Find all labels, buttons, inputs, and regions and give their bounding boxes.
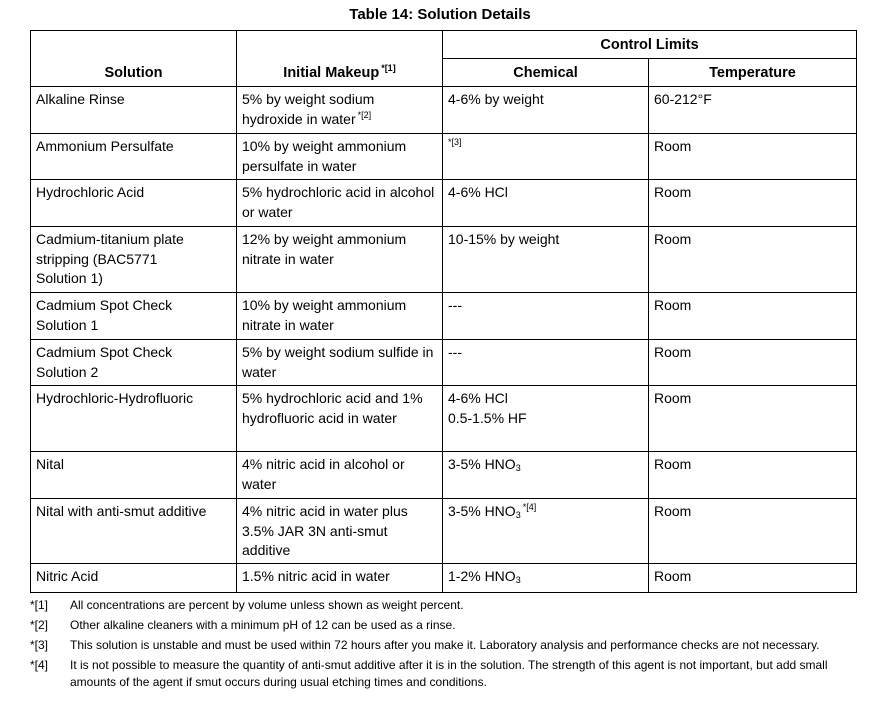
cell-solution: Nitric Acid [31,564,237,593]
cell-temperature: Room [649,340,857,386]
cell-chemical: 4-6% HCl [443,180,649,227]
table-row [31,293,857,340]
table-row [31,386,857,452]
footnote [30,617,856,634]
cell-chemical: 4-6% HCl 0.5-1.5% HF [443,386,649,452]
footnote [30,597,856,614]
header-initial-makeup-note: *[1] [381,63,396,73]
footnote-ref: *[3] [448,137,462,147]
cell-chemical: 10-15% by weight [443,227,649,293]
footnote-ref: *[2] [357,109,372,120]
cell-solution: Nital [31,452,237,499]
cell-solution: Cadmium Spot Check Solution 1 [31,293,237,340]
cell-temperature: Room [649,227,857,293]
footnote-text: Other alkaline cleaners with a minimum pH of 12 can be used as a rinse. [70,618,456,632]
cell-chemical: 1-2% $HNO_3$ [443,564,649,593]
footnote [30,657,856,691]
cell-temperature: Room [649,293,857,340]
header-initial-makeup: Initial Makeup $^{*[1]}$ [237,31,443,87]
solution-details-table [30,30,857,593]
header-chemical: Chemical [443,59,649,87]
cell-solution: Alkaline Rinse [31,87,237,134]
cell-makeup: 10% by weight ammonium persulfate in water [237,134,443,180]
footnote-mark: *[4] [30,658,49,672]
footnote-mark: *[2] [30,618,49,632]
header-solution: Solution [31,31,237,87]
table-row [31,134,857,180]
cell-temperature: Room [649,134,857,180]
cell-temperature: Room [649,564,857,593]
cell-makeup: 5% by weight sodium sulfide in water [237,340,443,386]
cell-chemical: --- [443,293,649,340]
table-title: Table 14: Solution Details [349,6,531,23]
cell-makeup: 12% by weight ammonium nitrate in water [237,227,443,293]
cell-solution: Cadmium Spot Check Solution 2 [31,340,237,386]
cell-solution: Cadmium-titanium plate stripping (BAC5771 Solution 1) [31,227,237,293]
table-row [31,180,857,227]
cell-solution: Ammonium Persulfate [31,134,237,180]
footnotes [30,597,856,694]
cell-temperature: Room [649,499,857,564]
cell-solution: Nital with anti-smut additive [31,499,237,564]
footnote-mark: *[1] [30,598,49,612]
footnote [30,637,856,654]
cell-chemical: 4-6% by weight [443,87,649,134]
cell-temperature: Room [649,386,857,452]
footnote-text: It is not possible to measure the quantity of anti-smut additive after it is in the solution. The strength of this agent is not important, but add small amounts of the agent if smut occurs during usual etching times and conditions. [70,658,828,689]
cell-temperature: Room [649,452,857,499]
cell-makeup: 10% by weight ammonium nitrate in water [237,293,443,340]
cell-temperature: Room [649,180,857,227]
cell-makeup: 4% nitric acid in water plus 3.5% JAR 3N anti-smut additive [237,499,443,564]
cell-makeup: 5% by weight sodium hydroxide in water $^{*[2]}$ [237,87,443,134]
footnote-text: This solution is unstable and must be used within 72 hours after you make it. Laboratory analysis and performance checks are not necessary. [70,638,820,652]
cell-chemical: 3-5% $HNO_3$ [443,452,649,499]
footnote-mark: *[3] [30,638,49,652]
header-control-limits: Control Limits [443,31,857,59]
footnote-ref: *[4] [522,502,537,512]
table-row [31,452,857,499]
cell-makeup: 4% nitric acid in alcohol or water [237,452,443,499]
table-row [31,499,857,564]
cell-solution: Hydrochloric Acid [31,180,237,227]
cell-makeup: 1.5% nitric acid in water [237,564,443,593]
cell-makeup: 5% hydrochloric acid and 1% hydrofluoric acid in water [237,386,443,452]
cell-solution: Hydrochloric-Hydrofluoric [31,386,237,452]
header-temperature: Temperature [649,59,857,87]
cell-chemical [443,134,649,180]
table-row [31,340,857,386]
cell-chemical: --- [443,340,649,386]
table-row [31,564,857,593]
cell-chemical: 3-5% $HNO_3^{*[4]}$ [443,499,649,564]
footnote-text: All concentrations are percent by volume unless shown as weight percent. [70,598,464,612]
table-row [31,87,857,134]
cell-temperature: 60-212°F [649,87,857,134]
cell-makeup: 5% hydrochloric acid in alcohol or water [237,180,443,227]
table-row [31,227,857,293]
